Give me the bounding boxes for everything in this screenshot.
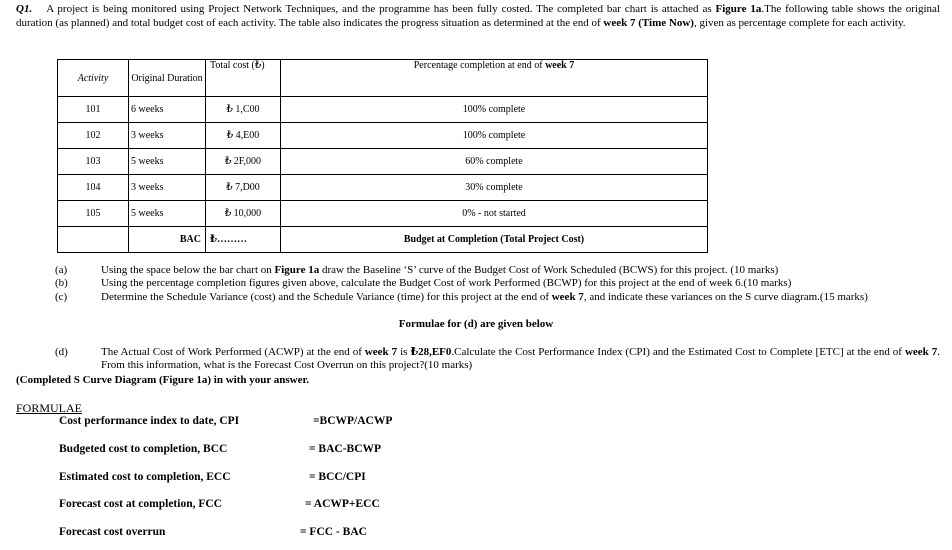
cell-duration: 5 weeks: [129, 149, 206, 175]
question-a: (a) Using the space below the bar chart on Figure 1a draw the Baseline ‘S’ curve of the Budget Cost of Work Scheduled (BCWS) for this project. (10 marks): [55, 264, 779, 276]
formulae-note: Formulae for (d) are given below: [398, 318, 554, 330]
cell-activity: 103: [58, 149, 129, 175]
cell-progress: 100% complete: [281, 97, 708, 123]
cell-duration: 3 weeks: [129, 175, 206, 201]
question-d-label: (d): [55, 346, 68, 358]
cell-duration: 6 weeks: [129, 97, 206, 123]
bac-label: BAC: [129, 227, 206, 253]
bac-value: ₺………: [206, 227, 281, 253]
formula-cpi: =BCWP/ACWP: [313, 415, 393, 427]
question-number: Q1.: [16, 3, 33, 15]
question-d: (d) The Actual Cost of Work Performed (ACWP) at the end of week 7 is ₺28,EF0.Calculate the Cost Performance Index (CPI) and the Estimated Cost to Complete [ETC] at the end of week 7. From this information, what is the Forecast Cost Overrun on this project?(10 marks): [55, 346, 940, 371]
formulae-heading: FORMULAE: [16, 401, 83, 415]
cell-cost: ₺ 4,E00: [206, 123, 281, 149]
cell-progress: 60% complete: [281, 149, 708, 175]
completed-note: (Completed S Curve Diagram (Figure 1a) in with your answer.: [16, 374, 310, 386]
table-row: [58, 97, 708, 123]
cell-activity: 105: [58, 201, 129, 227]
table-row: [58, 201, 708, 227]
question-c-label: (c): [55, 291, 68, 303]
cell-duration: 5 weeks: [129, 201, 206, 227]
intro-paragraph: [16, 2, 940, 30]
question-a-label: (a): [55, 264, 68, 276]
cell-duration: 3 weeks: [129, 123, 206, 149]
header-duration: Original Duration: [129, 60, 206, 97]
cell-cost: ₺ 2F,000: [206, 149, 281, 175]
bac-description: Budget at Completion (Total Project Cost): [281, 227, 708, 253]
intro-text-2: .The following table shows the original duration (as planned) and total budget cost of each activity. The table also indicates the progress situation as determined at the end of: [16, 3, 940, 29]
table-row: [58, 175, 708, 201]
formula-fcc: = ACWP+ECC: [305, 498, 380, 510]
table-row: [58, 123, 708, 149]
intro-text-3: , given as percentage complete for each activity.: [693, 17, 906, 29]
cell-progress: 30% complete: [281, 175, 708, 201]
formula-overrun: = FCC - BAC: [300, 526, 367, 538]
cell-cost: ₺ 10,000: [206, 201, 281, 227]
formula-label-cpi: Cost performance index to date, CPI: [59, 415, 240, 427]
question-c: (c) Determine the Schedule Variance (cost) and the Schedule Variance (time) for this project at the end of week 7, and indicate these variances on the S curve diagram.(15 marks): [55, 291, 868, 303]
cell-progress: 0% - not started: [281, 201, 708, 227]
table-footer-row: [58, 227, 708, 253]
intro-figure-ref: Figure 1a: [715, 3, 762, 15]
cell-cost: ₺ 7,D00: [206, 175, 281, 201]
cell-cost: ₺ 1,C00: [206, 97, 281, 123]
formula-bcc: = BAC-BCWP: [309, 443, 382, 455]
table-header-row: [58, 60, 708, 97]
formula-label-fcc: Forecast cost at completion, FCC: [59, 498, 222, 510]
formula-label-ecc: Estimated cost to completion, ECC: [59, 471, 231, 483]
header-activity: Activity: [58, 60, 129, 97]
question-b-label: (b): [55, 277, 68, 289]
formula-label-overrun: Forecast cost overrun: [59, 526, 166, 538]
header-cost: Total cost (₺): [206, 60, 281, 97]
cell-activity: 101: [58, 97, 129, 123]
cell-empty: [58, 227, 129, 253]
formula-label-bcc: Budgeted cost to completion, BCC: [59, 443, 228, 455]
header-progress: Percentage completion at end of week 7: [281, 60, 708, 97]
intro-text-1: A project is being monitored using Project Network Techniques, and the programme has been fully costed. The completed bar chart is attached as: [46, 3, 716, 15]
question-b: (b) Using the percentage completion figures given above, calculate the Budget Cost of work Performed (BCWP) for this project at the end of week 6.(10 marks): [55, 277, 792, 289]
activity-table: [57, 59, 708, 253]
cell-activity: 104: [58, 175, 129, 201]
intro-week-ref: week 7 (Time Now): [603, 17, 694, 29]
formula-ecc: = BCC/CPI: [309, 471, 366, 483]
table-row: [58, 149, 708, 175]
cell-activity: 102: [58, 123, 129, 149]
cell-progress: 100% complete: [281, 123, 708, 149]
